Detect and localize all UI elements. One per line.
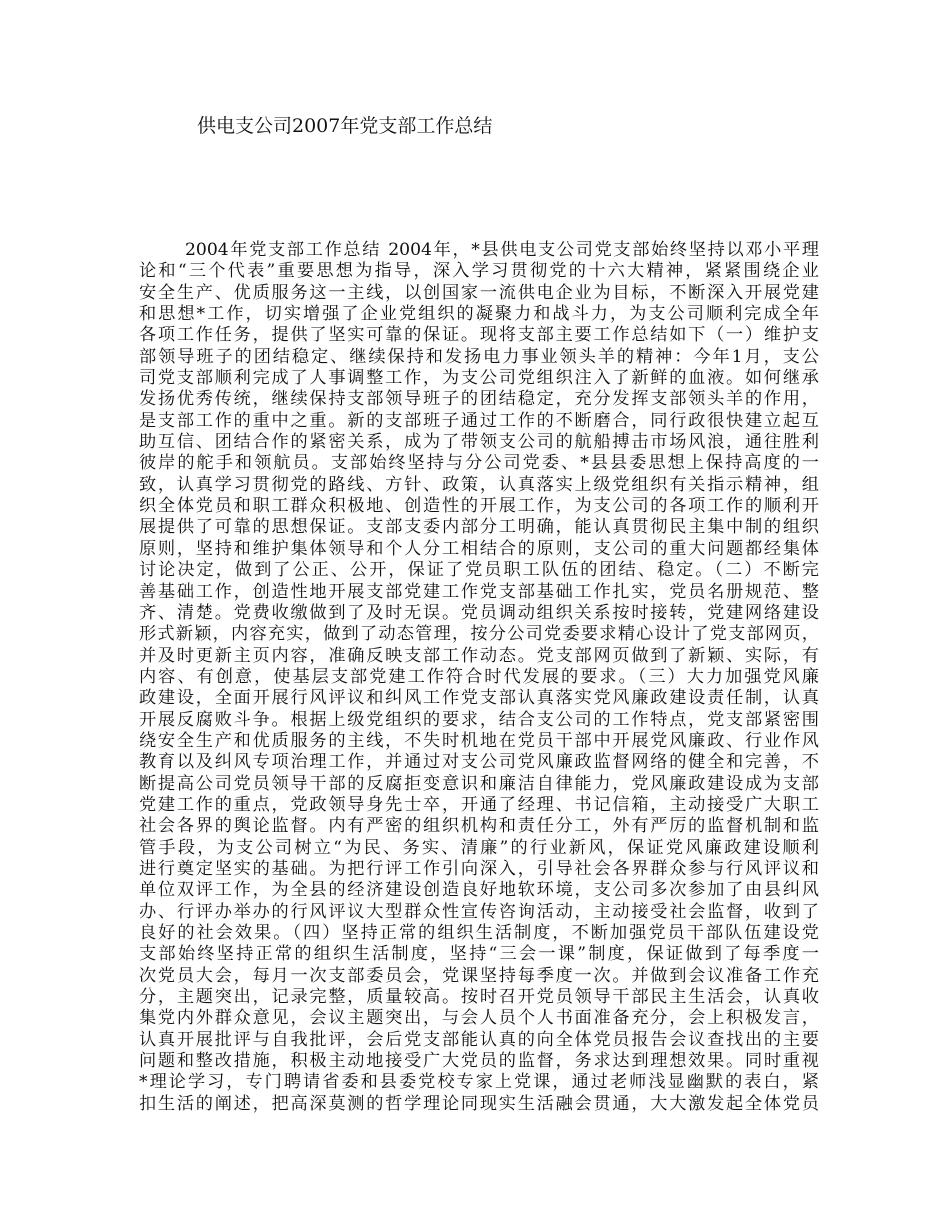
body-text-line: 绕安全生产和优质服务的主线，不失时机地在党员干部中开展党风廉政、行业作风 [139, 730, 819, 751]
body-text-line: 并及时更新主页内容，准确反映支部工作动态。党支部网页做到了新颖、实际，有 [139, 645, 819, 666]
body-text-line: 分，主题突出，记录完整，质量较高。按时召开党员领导干部民主生活会，认真收 [139, 987, 819, 1008]
body-text-line: 单位双评工作，为全县的经济建设创造良好地软环境，支公司多次参加了由县纠风 [139, 880, 819, 901]
body-text-line: 安全生产、优质服务这一主线，以创国家一流供电企业为目标，不断深入开展党建 [139, 282, 819, 303]
body-text-line: 党建工作的重点，党政领导身先士卒，开通了经理、书记信箱，主动接受广大职工 [139, 794, 819, 815]
body-text-line: 形式新颖，内容充实，做到了动态管理，按分公司党委要求精心设计了党支部网页， [139, 624, 819, 645]
body-text-line: 社会各界的舆论监督。内有严密的组织机构和责任分工，外有严厉的监督机制和监 [139, 816, 819, 837]
body-text-line: 扣生活的阐述，把高深莫测的哲学理论同现实生活融会贯通，大大激发起全体党员 [139, 1093, 819, 1114]
body-text-line: 善基础工作，创造性地开展支部党建工作党支部基础工作扎实，党员名册规范、整 [139, 581, 819, 602]
body-text-line: 司党支部顺利完成了人事调整工作，为支公司党组织注入了新鲜的血液。如何继承 [139, 368, 819, 389]
document-body [139, 240, 819, 1115]
body-text-line: 教育以及纠风专项治理工作，并通过对支公司党风廉政监督网络的健全和完善，不 [139, 752, 819, 773]
body-text-line: 进行奠定坚实的基础。为把行评工作引向深入，引导社会各界群众参与行风评议和 [139, 858, 819, 879]
body-text-line: 彼岸的舵手和领航员。支部始终坚持与分公司党委、*县县委思想上保持高度的一 [139, 453, 819, 474]
body-text-line: 齐、清楚。党费收缴做到了及时无误。党员调动组织关系按时接转，党建网络建设 [139, 602, 819, 623]
body-text-line: 开展反腐败斗争。根据上级党组织的要求，结合支公司的工作特点，党支部紧密围 [139, 709, 819, 730]
body-text-line: 论和“三个代表”重要思想为指导，深入学习贯彻党的十六大精神，紧紧围绕企业 [139, 261, 819, 282]
body-text-line: 是支部工作的重中之重。新的支部班子通过工作的不断磨合，同行政很快建立起互 [139, 410, 819, 431]
body-text-line: 助互信、团结合作的紧密关系，成为了带领支公司的航船搏击市场风浪，通往胜利 [139, 432, 819, 453]
body-text-line: 管手段，为支公司树立“为民、务实、清廉”的行业新风，保证党风廉政建设顺利 [139, 837, 819, 858]
body-text-line: 2004年党支部工作总结 2004年，*县供电支公司党支部始终坚持以邓小平理 [185, 240, 819, 260]
body-text-line: 原则，坚持和维护集体领导和个人分工相结合的原则，支公司的重大问题都经集体 [139, 538, 819, 559]
body-text-line: 织全体党员和职工群众积极地、创造性的开展工作，为支公司的各项工作的顺利开 [139, 496, 819, 517]
body-text-line: 发扬优秀传统，继续保持支部领导班子的团结稳定，充分发挥支部领头羊的作用， [139, 389, 819, 410]
body-text-line: 各项工作任务，提供了坚实可靠的保证。现将支部主要工作总结如下（一）维护支 [139, 325, 819, 346]
body-text-line: *理论学习，专门聘请省委和县委党校专家上党课，通过老师浅显幽默的表白，紧 [139, 1072, 819, 1093]
body-text-line: 办、行评办举办的行风评议大型群众性宣传咨询活动，主动接受社会监督，收到了 [139, 901, 819, 922]
body-text-line: 认真开展批评与自我批评，会后党支部能认真的向全体党员报告会议查找出的主要 [139, 1029, 819, 1050]
body-text-line: 展提供了可靠的思想保证。支部支委内部分工明确，能认真贯彻民主集中制的组织 [139, 517, 819, 538]
body-text-line: 问题和整改措施，积极主动地接受广大党员的监督，务求达到理想效果。同时重视 [139, 1051, 819, 1072]
body-text-line: 致，认真学习贯彻党的路线、方针、政策，认真落实上级党组织有关指示精神，组 [139, 474, 819, 495]
body-text-line: 讨论决定，做到了公正、公开，保证了党员职工队伍的团结、稳定。（二）不断完 [139, 560, 819, 581]
body-text-line: 内容、有创意，使基层支部党建工作符合时代发展的要求。（三）大力加强党风廉 [139, 666, 819, 687]
body-text-line: 和思想*工作，切实增强了企业党组织的凝聚力和战斗力，为支公司顺利完成全年 [139, 304, 819, 325]
body-text-line: 部领导班子的团结稳定、继续保持和发扬电力事业领头羊的精神：今年1月，支公 [139, 346, 819, 367]
body-text-line: 支部始终坚持正常的组织生活制度，坚持“三会一课”制度，保证做到了每季度一 [139, 944, 819, 965]
body-text-line: 次党员大会，每月一次支部委员会，党课坚持每季度一次。并做到会议准备工作充 [139, 965, 819, 986]
body-text-line: 良好的社会效果。（四）坚持正常的组织生活制度，不断加强党员干部队伍建设党 [139, 923, 819, 943]
body-text-line: 集党内外群众意见，会议主题突出，与会人员个人书面准备充分，会上积极发言， [139, 1008, 819, 1029]
document-title: 供电支公司2007年党支部工作总结 [197, 115, 493, 137]
body-text-line: 政建设，全面开展行风评议和纠风工作党支部认真落实党风廉政建设责任制，认真 [139, 688, 819, 709]
body-text-line: 断提高公司党员领导干部的反腐拒变意识和廉洁自律能力，党风廉政建设成为支部 [139, 773, 819, 794]
